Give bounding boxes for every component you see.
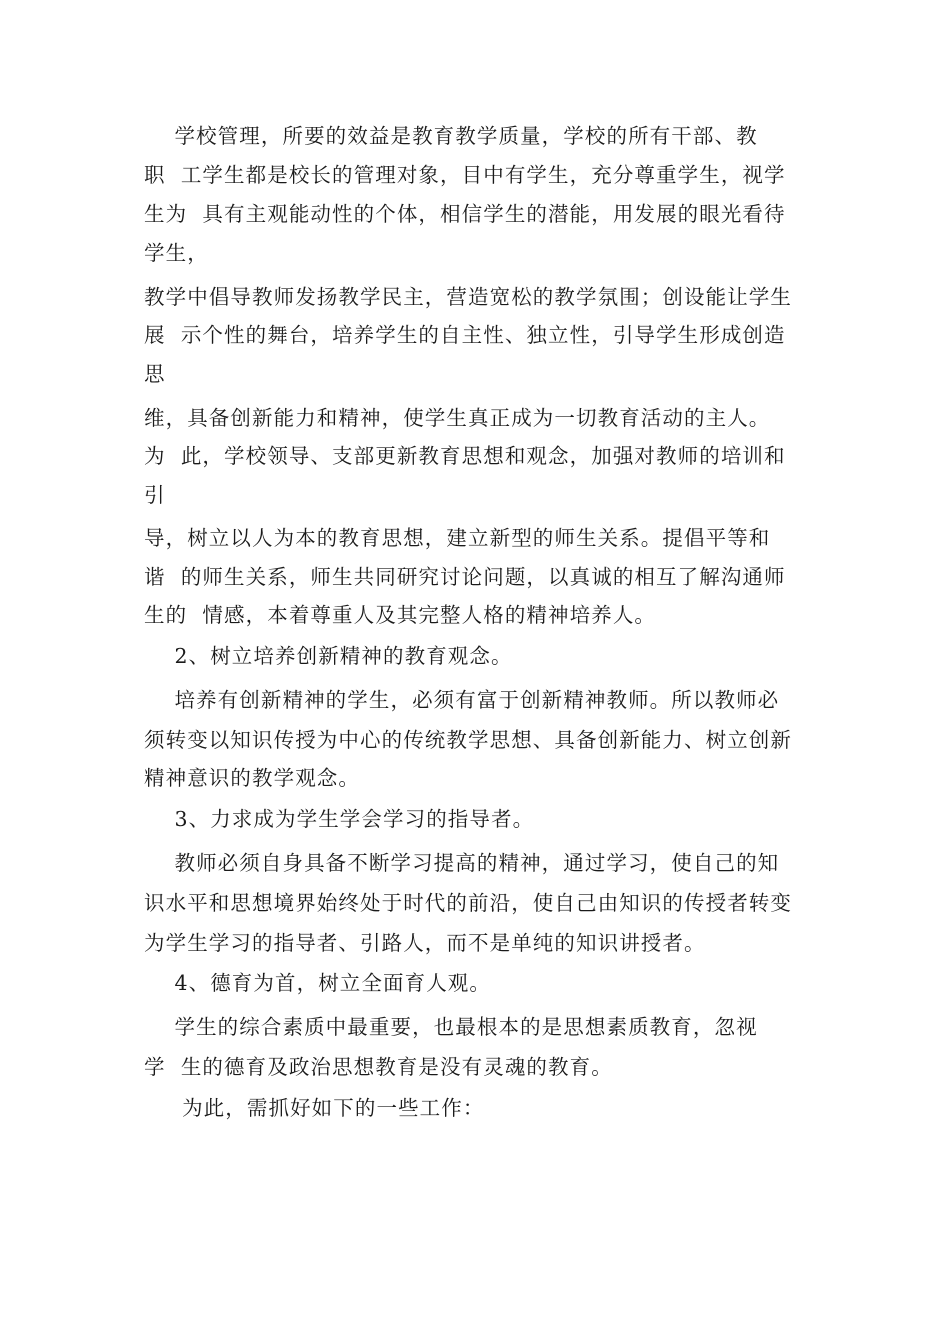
- text-line: 学校管理，所要的效益是教育教学质量，学校的所有干部、教: [144, 124, 758, 148]
- text-line: 为此，需抓好如下的一些工作：: [144, 1096, 485, 1120]
- text-line: 思: [144, 362, 166, 386]
- text-line: 谐 的师生关系，师生共同研究讨论问题，以真诚的相互了解沟通师: [144, 565, 786, 589]
- text-line: 维，具备创新能力和精神，使学生真正成为一切教育活动的主人。: [144, 406, 771, 430]
- text-line: 引: [144, 483, 166, 507]
- text-line: 学生，: [144, 241, 209, 265]
- text-line: 教学中倡导教师发扬教学民主，营造宽松的教学氛围；创设能让学生: [144, 285, 792, 309]
- text-line: 生的 情感，本着尊重人及其完整人格的精神培养人。: [144, 603, 657, 627]
- text-line: 学生的综合素质中最重要，也最根本的是思想素质教育，忽视: [144, 1015, 758, 1039]
- text-line: 3、力求成为学生学会学习的指导者。: [144, 807, 535, 831]
- text-line: 精神意识的教学观念。: [144, 766, 360, 790]
- text-line: 为 此，学校领导、支部更新教育思想和观念，加强对教师的培训和: [144, 444, 786, 468]
- text-line: 须转变以知识传授为中心的传统教学思想、具备创新能力、树立创新: [144, 728, 792, 752]
- text-line: 职 工学生都是校长的管理对象，目中有学生，充分尊重学生，视学: [144, 163, 786, 187]
- text-line: 展 示个性的舞台，培养学生的自主性、独立性，引导学生形成创造: [144, 323, 786, 347]
- text-line: 识水平和思想境界始终处于时代的前沿，使自己由知识的传授者转变: [144, 891, 792, 915]
- text-line: 导，树立以人为本的教育思想，建立新型的师生关系。提倡平等和: [144, 526, 771, 550]
- text-line: 生为 具有主观能动性的个体，相信学生的潜能，用发展的眼光看待: [144, 202, 786, 226]
- text-line: 2、树立培养创新精神的教育观念。: [144, 644, 513, 668]
- text-line: 教师必须自身具备不断学习提高的精神，通过学习，使自己的知: [144, 851, 780, 875]
- text-line: 学 生的德育及政治思想教育是没有灵魂的教育。: [144, 1055, 613, 1079]
- text-line: 4、德育为首，树立全面育人观。: [144, 971, 492, 995]
- text-line: 培养有创新精神的学生，必须有富于创新精神教师。所以教师必: [144, 688, 780, 712]
- text-line: 为学生学习的指导者、引路人，而不是单纯的知识讲授者。: [144, 931, 706, 955]
